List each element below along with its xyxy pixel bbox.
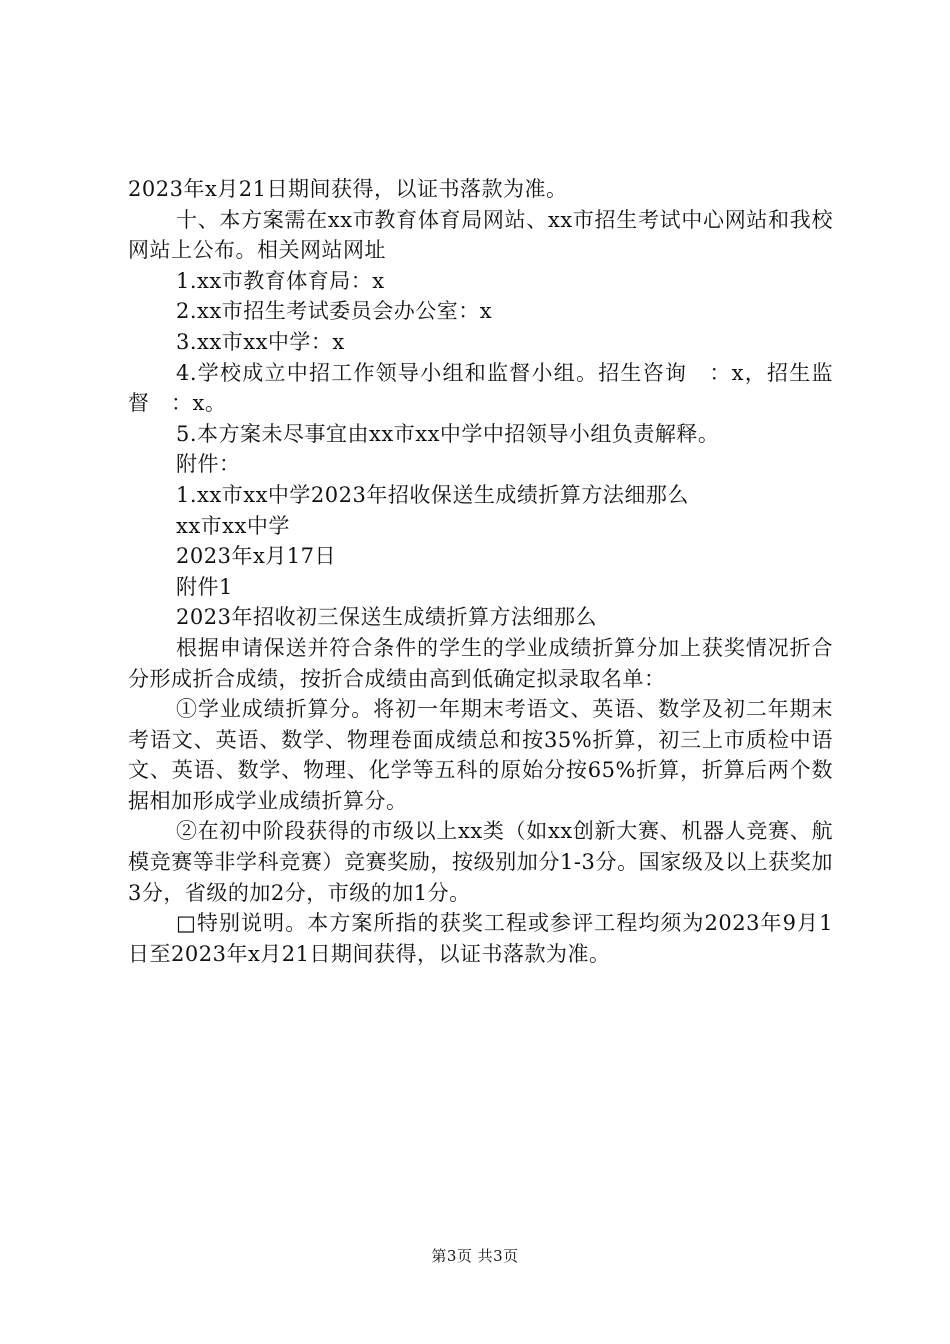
attachment-1-label: 附件1 bbox=[176, 574, 233, 599]
issuer-name: xx市xx中学 bbox=[176, 513, 290, 538]
paragraph-continuation: 2023年x月21日期间获得，以证书落款为准。 bbox=[128, 177, 568, 201]
list-item-website-3: 3.xx市xx中学：x bbox=[176, 329, 345, 354]
attachment-item-1: 1.xx市xx中学2023年招收保送生成绩折算方法细那么 bbox=[176, 482, 689, 507]
page-number-footer: 第3页 共3页 bbox=[431, 1247, 519, 1265]
paragraph-method-intro: 根据申请保送并符合条件的学生的学业成绩折算分加上获奖情况折合分形成折合成绩，按折合成绩由高到低确定拟录取名单： bbox=[128, 635, 833, 691]
list-item-website-1: 1.xx市教育体育局：x bbox=[176, 268, 385, 293]
list-item-interpretation: 5.本方案未尽事宜由xx市xx中学中招领导小组负责解释。 bbox=[176, 421, 720, 446]
issue-date: 2023年x月17日 bbox=[176, 544, 337, 569]
paragraph-publication-notice: 十、本方案需在xx市教育体育局网站、xx市招生考试中心网站和我校网站上公布。相关网站网址 bbox=[128, 207, 833, 263]
attachments-heading: 附件： bbox=[176, 452, 241, 477]
list-item-leadership-group: 4.学校成立中招工作领导小组和监督小组。招生咨询 ：x，招生监督 ：x。 bbox=[128, 360, 833, 416]
paragraph-special-note: □特别说明。本方案所指的获奖工程或参评工程均须为2023年9月1日至2023年x月21日期间获得，以证书落款为准。 bbox=[128, 911, 833, 966]
document-body bbox=[128, 174, 833, 969]
paragraph-academic-score: ①学业成绩折算分。将初一年期末考语文、英语、数学及初二年期末考语文、英语、数学、物理卷面成绩总和按35%折算，初三上市质检中语文、英语、数学、物理、化学等五科的原始分按65%折算，折算后两个数据相加形成学业成绩折算分。 bbox=[128, 697, 833, 813]
paragraph-award-points: ②在初中阶段获得的市级以上xx类（如xx创新大赛、机器人竞赛、航模竞赛等非学科竞赛）竞赛奖励，按级别加分1-3分。国家级及以上获奖加3分，省级的加2分，市级的加1分。 bbox=[128, 819, 833, 905]
list-item-website-2: 2.xx市招生考试委员会办公室：x bbox=[176, 299, 493, 324]
attachment-1-title: 2023年招收初三保送生成绩折算方法细那么 bbox=[176, 605, 597, 630]
